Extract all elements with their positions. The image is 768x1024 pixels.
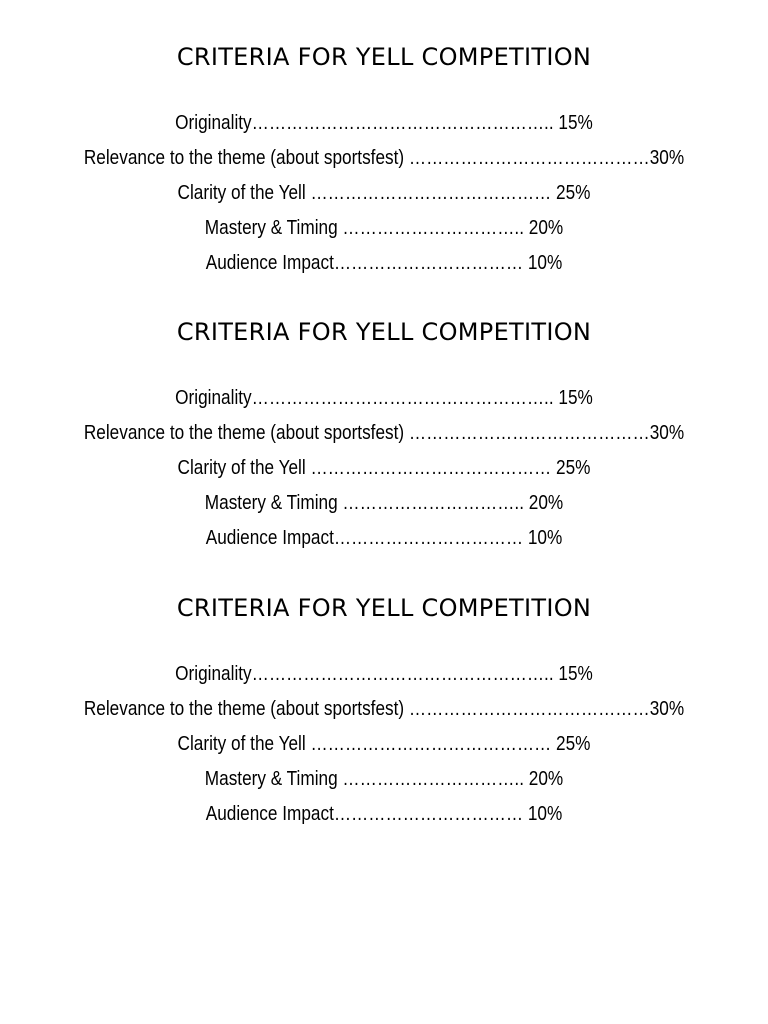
criteria-section [0,315,768,556]
section-title: CRITERIA FOR YELL COMPETITION [176,318,592,346]
criterion-audience-impact: Audience Impact…………………………… 10% [205,803,563,825]
criterion-mastery-timing: Mastery & Timing ………………………….. 20% [204,492,564,514]
criterion-relevance: Relevance to the theme (about sportsfest) ……………………………………30% [83,422,685,444]
section-title: CRITERIA FOR YELL COMPETITION [176,43,592,71]
criteria-section [0,40,768,281]
criterion-audience-impact: Audience Impact…………………………… 10% [205,527,563,549]
criteria-list [0,106,768,281]
criterion-audience-impact: Audience Impact…………………………… 10% [205,252,563,274]
criterion-relevance: Relevance to the theme (about sportsfest) ……………………………………30% [83,147,685,169]
criterion-originality: Originality…………………………………………….. 15% [175,387,593,409]
criterion-mastery-timing: Mastery & Timing ………………………….. 20% [204,768,564,790]
criterion-originality: Originality…………………………………………….. 15% [175,112,593,134]
criteria-list [0,381,768,556]
criterion-clarity: Clarity of the Yell …………………………………… 25% [177,733,591,755]
criterion-clarity: Clarity of the Yell …………………………………… 25% [177,182,591,204]
section-title: CRITERIA FOR YELL COMPETITION [176,594,592,622]
criterion-originality: Originality…………………………………………….. 15% [175,663,593,685]
criterion-relevance: Relevance to the theme (about sportsfest) ……………………………………30% [83,698,685,720]
criterion-clarity: Clarity of the Yell …………………………………… 25% [177,457,591,479]
criterion-mastery-timing: Mastery & Timing ………………………….. 20% [204,217,564,239]
criteria-section [0,591,768,832]
criteria-list [0,657,768,832]
